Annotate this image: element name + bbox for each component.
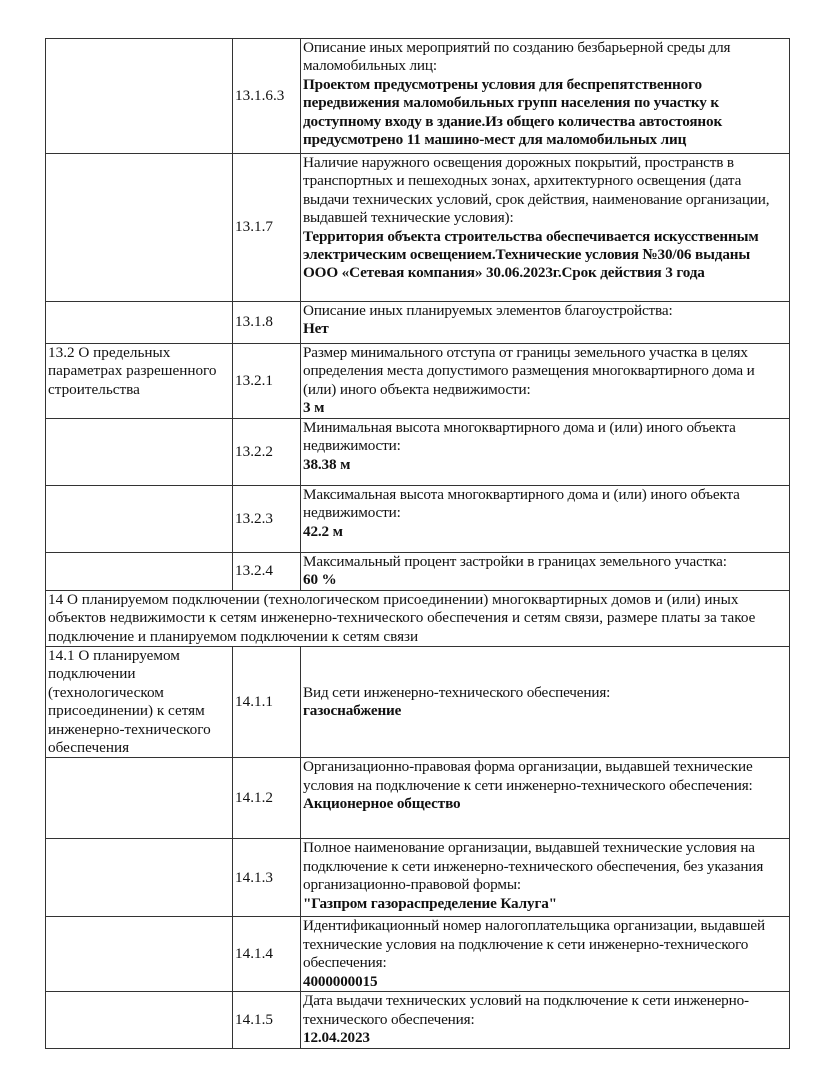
table-row — [46, 154, 790, 302]
table-row — [46, 992, 790, 1049]
section-title: 14.1 О планируемом подключении (технологическом присоединении) к сетям инженерно-технического обеспечения — [46, 647, 233, 758]
table-row — [46, 344, 790, 419]
item-value: 38.38 м — [303, 455, 351, 473]
item-value: Акционерное общество — [303, 795, 461, 813]
item-number: 14.1.4 — [233, 917, 301, 992]
item-label: Организационно-правовая форма организации, выдавшей технические условия на подключение к сети инженерно-технического обеспечения: — [303, 758, 753, 794]
item-number: 13.1.6.3 — [233, 39, 301, 154]
item-content — [301, 154, 790, 302]
section-cell — [46, 486, 233, 553]
item-value: 60 % — [303, 571, 337, 589]
section-cell — [46, 758, 233, 839]
item-number: 14.1.2 — [233, 758, 301, 839]
item-number: 13.2.3 — [233, 486, 301, 553]
item-label: Размер минимального отступа от границы земельного участка в целях определения места допустимого размещения многоквартирного дома и (или) иного объекта недвижимости: — [303, 344, 755, 398]
item-number: 14.1.5 — [233, 992, 301, 1049]
item-label: Описание иных мероприятий по созданию безбарьерной среды для маломобильных лиц: — [303, 39, 731, 75]
item-label: Максимальный процент застройки в границах земельного участка: — [303, 553, 727, 570]
item-content — [301, 917, 790, 992]
section-cell — [46, 302, 233, 344]
table-row — [46, 302, 790, 344]
item-number: 14.1.3 — [233, 839, 301, 917]
item-value: Нет — [303, 320, 329, 338]
section-14-title: 14 О планируемом подключении (технологическом присоединении) многоквартирных домов и (или) иных объектов недвижимости к сетям инженерно-технического обеспечения и сетям связи, размере платы за такое подключение и планируемом подключении к сетям связи — [46, 590, 790, 646]
table-row — [46, 839, 790, 917]
item-content — [301, 486, 790, 553]
item-number: 14.1.1 — [233, 647, 301, 758]
item-number: 13.2.2 — [233, 419, 301, 486]
item-content — [301, 302, 790, 344]
table-row — [46, 553, 790, 591]
item-value: 4000000015 — [303, 972, 378, 990]
item-label: Полное наименование организации, выдавшей технические условия на подключение к сети инженерно-технического обеспечения, без указания организационно-правовой формы: — [303, 839, 764, 894]
item-number: 13.2.4 — [233, 553, 301, 591]
item-content — [301, 419, 790, 486]
item-label: Минимальная высота многоквартирного дома и (или) иного объекта недвижимости: — [303, 419, 736, 455]
section-cell — [46, 553, 233, 591]
item-label: Вид сети инженерно-технического обеспечения: — [303, 683, 611, 701]
item-content — [301, 553, 790, 591]
section-title: 13.2 О предельных параметрах разрешенного строительства — [46, 344, 233, 419]
item-label: Идентификационный номер налогоплательщика организации, выдавшей технические условия на подключение к сети инженерно-технического обеспечения: — [303, 917, 765, 972]
item-content — [301, 647, 790, 758]
item-label: Описание иных планируемых элементов благоустройства: — [303, 302, 673, 319]
item-number: 13.2.1 — [233, 344, 301, 419]
section-cell — [46, 39, 233, 154]
item-content — [301, 839, 790, 917]
item-number: 13.1.8 — [233, 302, 301, 344]
item-content — [301, 992, 790, 1049]
item-content — [301, 344, 790, 419]
section-header-row — [46, 590, 790, 646]
table-row — [46, 917, 790, 992]
item-value: 42.2 м — [303, 522, 343, 540]
item-value: газоснабжение — [303, 702, 402, 720]
table-row — [46, 647, 790, 758]
section-cell — [46, 917, 233, 992]
item-label: Дата выдачи технических условий на подключение к сети инженерно-технического обеспечения: — [303, 992, 749, 1028]
table-row — [46, 419, 790, 486]
table-row — [46, 39, 790, 154]
item-content — [301, 39, 790, 154]
item-value: Проектом предусмотрены условия для беспрепятственного передвижения маломобильных групп населения по участку к доступному входу в здание.Из общего количества автостоянок предусмотрено 11 машино-мест для маломобильных лиц — [303, 75, 723, 149]
item-label: Максимальная высота многоквартирного дома и (или) иного объекта недвижимости: — [303, 486, 740, 522]
section-cell — [46, 419, 233, 486]
table-row — [46, 758, 790, 839]
table-row — [46, 486, 790, 553]
section-cell — [46, 154, 233, 302]
section-cell — [46, 839, 233, 917]
item-value: 3 м — [303, 399, 325, 417]
section-cell — [46, 992, 233, 1049]
item-label: Наличие наружного освещения дорожных покрытий, пространств в транспортных и пешеходных зонах, архитектурного освещения (дата выдачи технических условий, срок действия, наименование организации, выдавшей технические условия): — [303, 154, 770, 227]
item-content — [301, 758, 790, 839]
item-value: Территория объекта строительства обеспечивается искусственным электрическим освещением.Технические условия №30/06 выданы ООО «Сетевая компания» 30.06.2023г.Срок действия 3 года — [303, 227, 759, 282]
item-value: 12.04.2023 — [303, 1028, 370, 1046]
project-declaration-table — [45, 38, 790, 1049]
item-value: "Газпром газораспределение Калуга" — [303, 894, 557, 912]
item-number: 13.1.7 — [233, 154, 301, 302]
